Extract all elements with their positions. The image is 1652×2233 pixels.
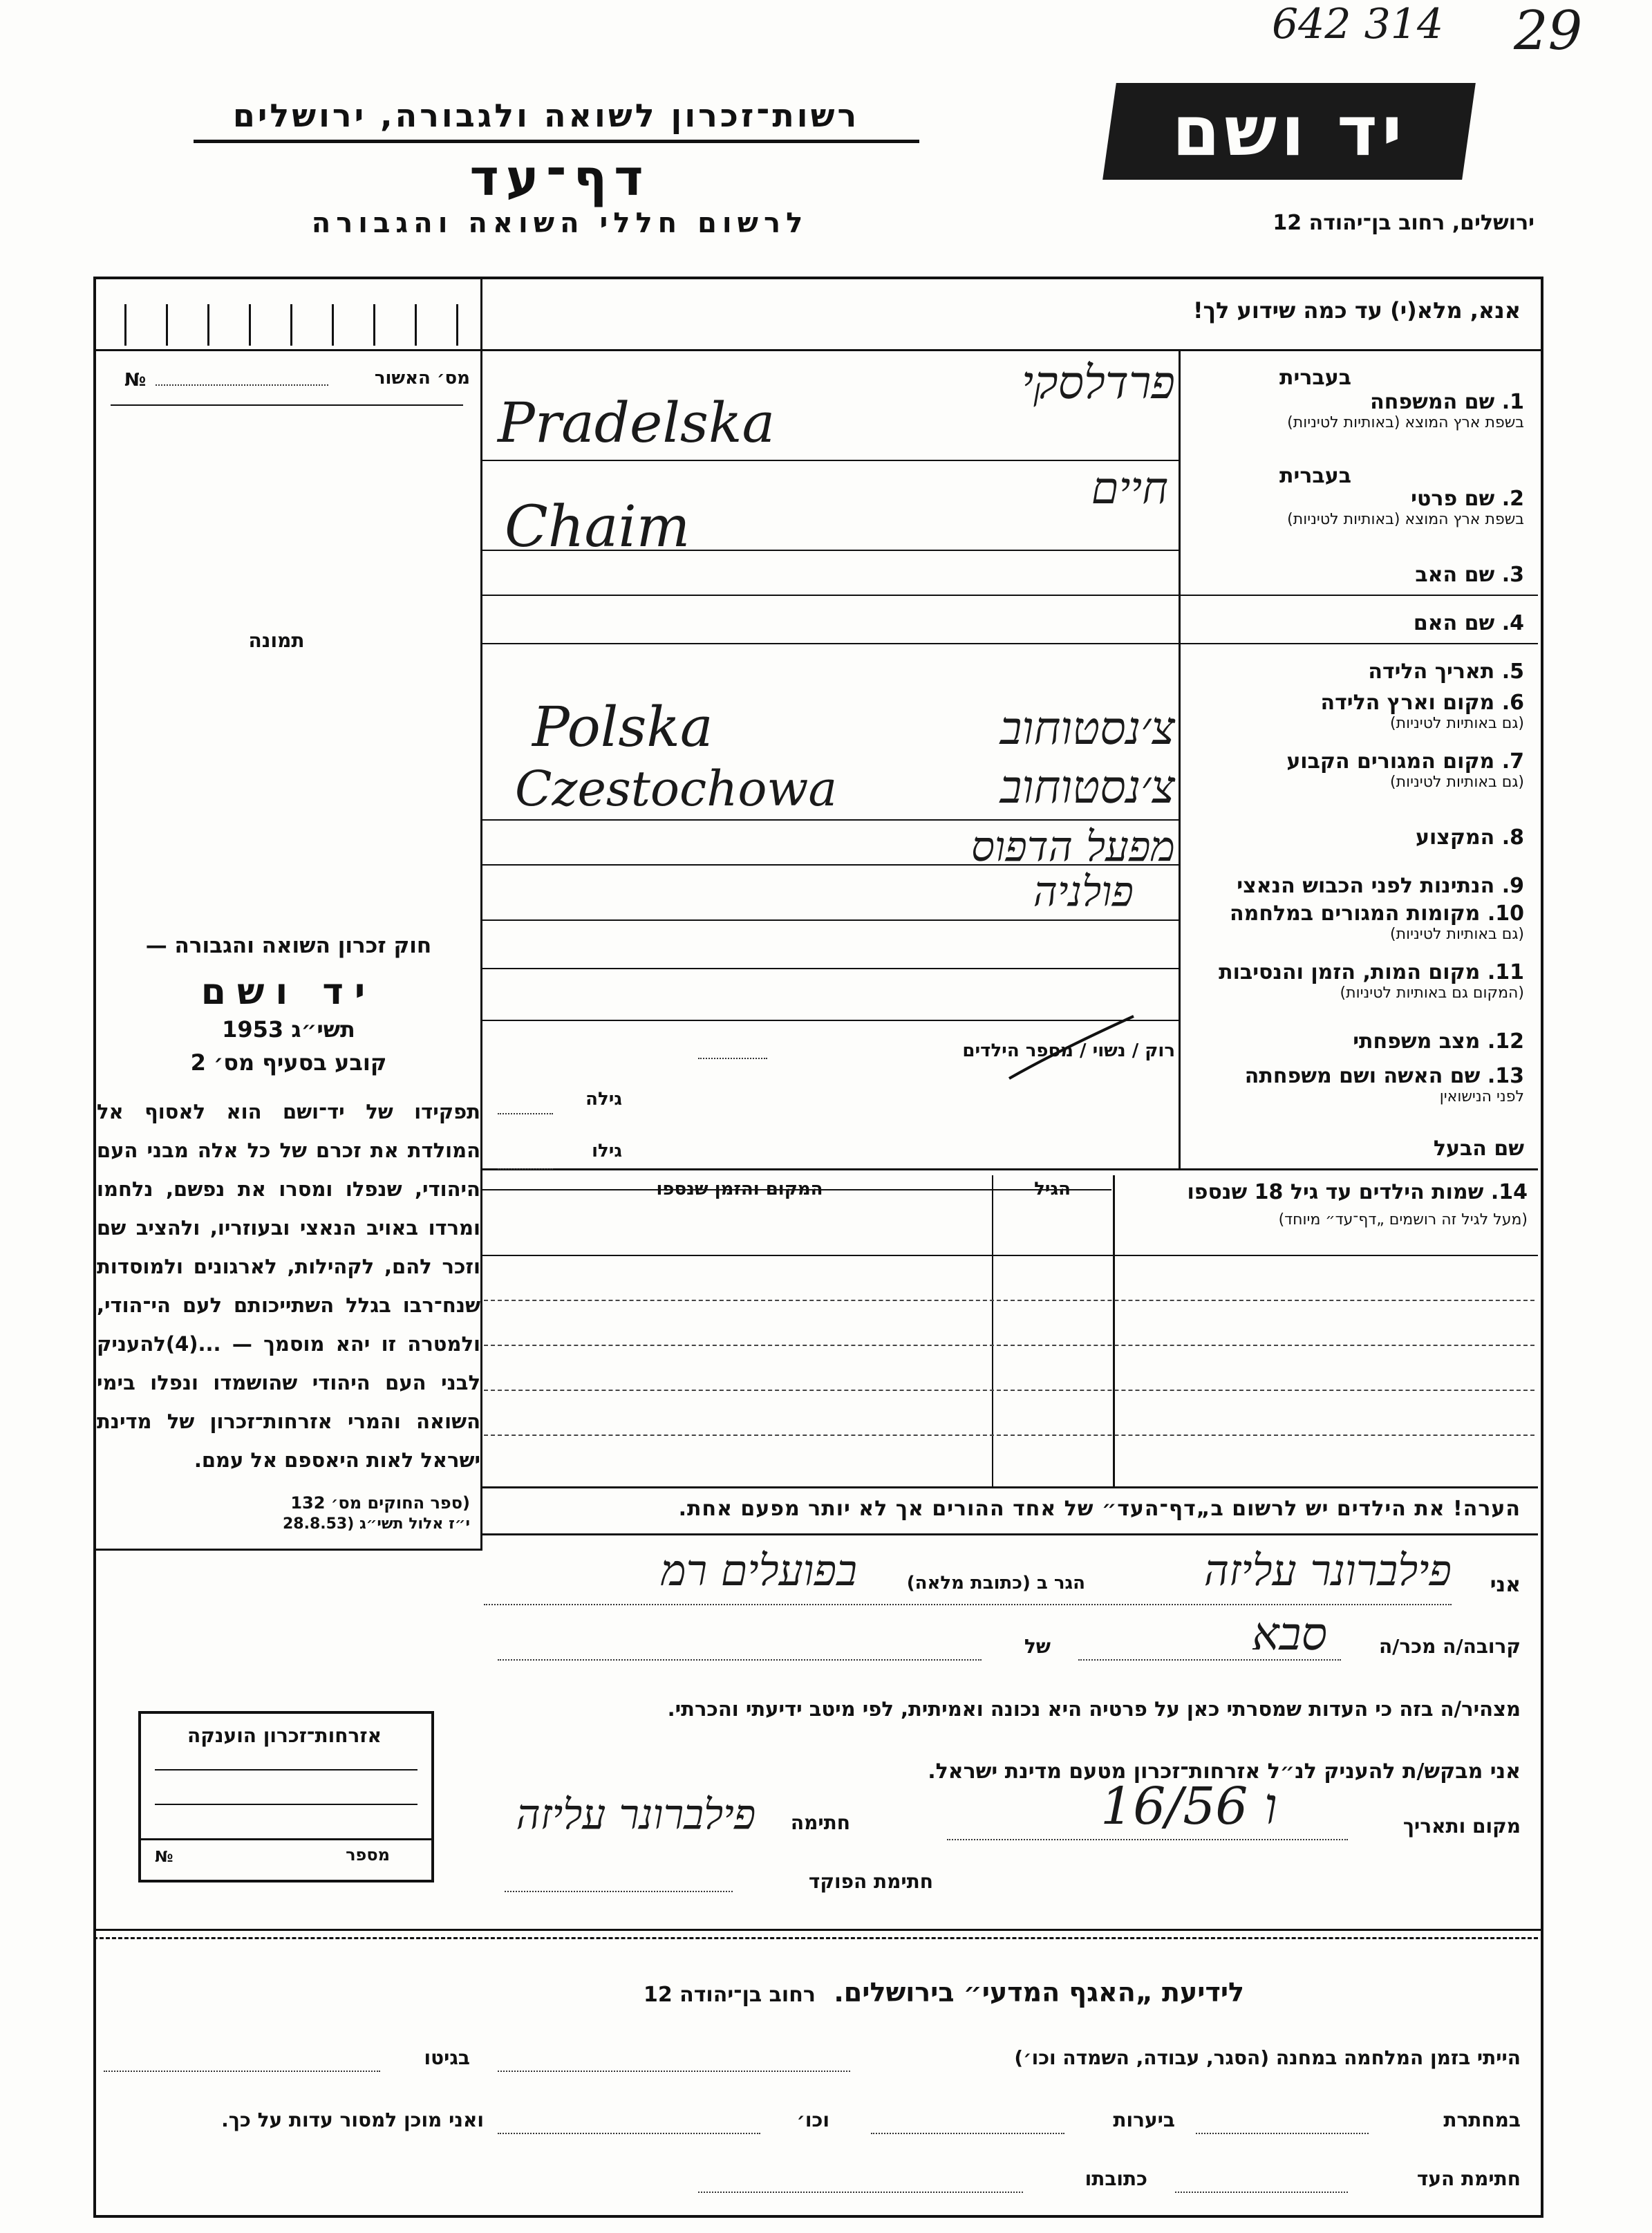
birth-country-latin: Polska	[532, 695, 713, 759]
field-5-label	[1185, 660, 1524, 684]
field-12-label	[1185, 1030, 1524, 1054]
field-10-sub: (גם באותיות לטיניות)	[1390, 926, 1524, 943]
row-line	[482, 1168, 1538, 1170]
field-1-hebrew-tag: בעברית	[1279, 366, 1351, 390]
approval-number-line	[156, 384, 328, 386]
footer-witness-sig-line	[1175, 2192, 1348, 2193]
field-13-text: שם האשה ושם משפחתה	[1244, 1064, 1481, 1088]
first-name-hebrew: חיים	[1091, 463, 1168, 514]
tick-mark	[166, 304, 168, 346]
strike-mark	[1002, 1009, 1141, 1085]
field-4-num: 4.	[1501, 611, 1524, 635]
field-7-label	[1185, 750, 1524, 792]
institution-name: רשות־זכרון לשואה ולגבורה, ירושלים	[232, 97, 860, 134]
sidebar-right-border	[480, 277, 482, 1493]
logo-text: יד ושם	[1172, 91, 1407, 171]
row-line	[482, 595, 1179, 596]
footer-camp-text: הייתי בזמן המלחמה במחנה (הסגר, עבודה, השמדה וכו׳)	[1014, 2046, 1521, 2069]
law-name: יד ושם	[200, 971, 377, 1013]
tick-mark	[207, 304, 209, 346]
relation-line	[1078, 1659, 1341, 1661]
relation-value: סבא	[1252, 1607, 1327, 1661]
field-3-num: 3.	[1501, 563, 1524, 587]
field-5-num: 5.	[1501, 660, 1524, 684]
stamp-line	[155, 1769, 417, 1770]
declarant-name: פילברונר עליזה	[1203, 1545, 1452, 1596]
field-2-sub: בשפת ארץ המוצא (באותיות לטיניות)	[1287, 511, 1524, 528]
husband-name-label: שם הבעל	[1433, 1137, 1524, 1161]
field-11-num: 11.	[1487, 960, 1524, 984]
law-date: י״ז אלול תשי״ג (28.8.53	[282, 1515, 470, 1533]
field-9-num: 9.	[1501, 874, 1524, 898]
row-line	[482, 919, 1179, 921]
field-11-label	[1185, 961, 1524, 1002]
field-1-label	[1185, 391, 1524, 432]
tick-mark	[124, 304, 126, 346]
declarant-signature: פילברונר עליזה	[516, 1791, 756, 1839]
top-row-divider	[93, 349, 1541, 351]
law-clause: קובע בסעיף מס׳ 2	[190, 1049, 387, 1076]
field-2-num: 2.	[1501, 487, 1524, 511]
field-10-label	[1185, 902, 1524, 944]
husband-age-line	[498, 1168, 553, 1170]
children-bottom-line	[482, 1486, 1538, 1488]
approval-number-sign: №	[124, 370, 147, 391]
footer-ready-text: ואני מוכן למסור עדות על כך.	[221, 2109, 484, 2131]
children-sub: (מעל לגיל זה רושמים „דף־עד״ מיוחד)	[1278, 1211, 1528, 1228]
children-text: שמות הילדים עד גיל 18 שנספו	[1187, 1180, 1484, 1204]
children-num: 14.	[1490, 1180, 1528, 1204]
law-year: תשי״ג 1953	[222, 1016, 355, 1043]
field-3-text: שם האב	[1415, 563, 1495, 587]
children-note: הערה! את הילדים יש לרשום ב„דף־העד״ של אחד ההורים אך לא יותר מפעם אחת.	[678, 1497, 1521, 1521]
of-label: של	[1024, 1635, 1051, 1658]
tick-mark	[373, 304, 375, 346]
tick-mark	[290, 304, 292, 346]
field-2-hebrew-tag: בעברית	[1279, 464, 1351, 488]
footer-forests-line	[871, 2133, 1064, 2134]
field-12-text: מצב משפחתי	[1353, 1029, 1481, 1054]
field-6-num: 6.	[1501, 691, 1524, 715]
of-line	[498, 1659, 982, 1661]
wife-age-label: גילה	[585, 1089, 622, 1110]
row-line	[482, 643, 1179, 644]
row-line	[482, 819, 1179, 821]
declaration-i-label: אני	[1490, 1573, 1521, 1597]
place-date-label: מקום ותאריך	[1402, 1815, 1521, 1838]
children-dotted-row	[484, 1390, 1534, 1391]
tick-mark	[332, 304, 334, 346]
field-8-text: המקצוע	[1415, 825, 1495, 850]
resides-label: הגר ב (כתובת מלאה)	[906, 1573, 1085, 1594]
first-name-latin: Chaim	[505, 494, 691, 560]
field-10-num: 10.	[1487, 901, 1524, 926]
field-7-num: 7.	[1501, 749, 1524, 774]
stamp-line	[155, 1804, 417, 1805]
children-row-line	[482, 1255, 1538, 1256]
address: ירושלים, רחוב בן־יהודה 12	[1273, 211, 1534, 235]
footer-address: רחוב בן־יהודה 12	[643, 1983, 816, 2007]
footer-title	[484, 1977, 1244, 2008]
family-name-latin: Pradelska	[498, 391, 776, 455]
marital-status-options: רוק / נשוי / מספר הילדים	[962, 1040, 1175, 1061]
stamp-title: אזרחות־זכרון הוענקה	[187, 1724, 382, 1747]
address-line	[484, 1604, 1452, 1605]
stamp-number-sign: №	[155, 1849, 173, 1866]
residence-hebrew: צ׳נסטוחוב	[999, 760, 1175, 814]
signature-label: חתימה	[790, 1811, 850, 1834]
inspector-signature-label: חתימת הפוקד	[808, 1870, 933, 1893]
footer-divider	[93, 1929, 1541, 1931]
law-reference: (ספר החוקים מס׳ 132	[290, 1493, 470, 1513]
footer-address-label: כתובתו	[1085, 2167, 1147, 2190]
field-8-num: 8.	[1501, 825, 1524, 850]
label-row-line	[1179, 643, 1538, 644]
wife-age-line	[498, 1113, 553, 1114]
children-col-line	[1113, 1175, 1115, 1486]
children-dotted-row	[484, 1435, 1534, 1436]
sidebar-lower-border	[480, 1486, 482, 1549]
citizenship-request: אני מבקש/ת להעניק לנ״ל אזרחות־זכרון מטעם מדינת ישראל.	[928, 1759, 1521, 1784]
note-bottom-line	[482, 1533, 1538, 1535]
footer-etc-label: וכו׳	[796, 2109, 829, 2131]
birth-place-hebrew: צ׳נסטוחוב	[999, 702, 1175, 755]
declarant-address: בפועלים רמ	[660, 1545, 857, 1596]
children-dotted-row	[484, 1300, 1534, 1301]
form-subtitle: לרשום חללי השואה והגבורה	[311, 207, 809, 239]
field-13-label	[1185, 1065, 1524, 1106]
relation-label: קרובה/ה מכר/ה	[1378, 1635, 1521, 1658]
field-1-sub: בשפת ארץ המוצא (באותיות לטיניות)	[1287, 414, 1524, 431]
footer-underground-line	[1196, 2133, 1369, 2134]
children-age-header: הגיל	[1034, 1179, 1071, 1199]
occupation-hebrew: מפעל הדפוס	[970, 823, 1175, 871]
tick-mark	[456, 304, 458, 346]
field-5-text: תאריך הלידה	[1368, 660, 1495, 684]
place-date-line	[947, 1839, 1348, 1840]
nationality-hebrew: פולניה	[1033, 868, 1134, 916]
field-9-text: הנתינות לפני הכבוש הנאצי	[1237, 874, 1495, 898]
field-12-num: 12.	[1487, 1029, 1524, 1054]
field-13-num: 13.	[1487, 1064, 1524, 1088]
inspector-signature-line	[505, 1891, 733, 1892]
sidebar-bottom-line	[93, 1549, 482, 1551]
field-6-label	[1185, 691, 1524, 733]
field-4-label	[1185, 612, 1524, 635]
institution-underline	[194, 140, 919, 143]
field-6-sub: (גם באותיות לטיניות)	[1390, 715, 1524, 732]
field-1-num: 1.	[1501, 390, 1524, 414]
declaration-statement: מצהיר/ה בזה כי העדות שמסרתי כאן על פרטיה היא נכונה ואמיתית, לפי מיטב ידיעתי והכרתי.	[667, 1697, 1521, 1721]
residence-latin: Czestochowa	[515, 760, 838, 817]
field-4-text: שם האם	[1413, 611, 1495, 635]
footer-ghetto-label: בגיטו	[424, 2046, 470, 2069]
field-2-text: שם פרטי	[1411, 487, 1495, 511]
footer-underground-label: במחתרת	[1443, 2109, 1521, 2131]
field-11-text: מקום המות, הזמן והנסיבות	[1219, 960, 1481, 984]
footer-dashed-divider	[93, 1937, 1538, 1939]
footer-title-text: לידיעת „האגף המדעי״ בירושלים.	[834, 1977, 1244, 2008]
label-col-border	[1179, 349, 1181, 1168]
children-dotted-row	[484, 1345, 1534, 1346]
archive-number: 642 314	[1272, 0, 1444, 48]
stamp-number-label: מספר	[346, 1845, 390, 1865]
footer-etc-line	[498, 2133, 760, 2134]
law-text: תפקידו של יד־ושם הוא לאסוף אל המולדת את זכרם של כל אלה מבני העם היהודי, שנפלו ומסרו את נפשם, נלחמו ומרדו באויב הנאצי ובעוזריו, ולהציב שם וזכר להם, לקהילות, לארגונים ולמוסדות שנח־רבו בגלל השתייכותם לעם הי־הודי, ולמטרה זו יהא מוסמך — ...(4)להעניק לבני העם היהודי שהושמדו ונפלו בימי השואה והמרי אזרחות־זכרון של מדינת ישראל לאות היאספם אל עמם.	[97, 1100, 480, 1472]
approval-number-label: מס׳ האשור	[374, 368, 470, 389]
field-9-label	[1185, 875, 1524, 898]
field-10-text: מקומות המגורים במלחמה	[1230, 901, 1481, 926]
place-date-value: 16/ו 56	[1100, 1777, 1277, 1836]
page-number: 29	[1514, 0, 1583, 62]
children-place-time-header: המקום והזמן שנספו	[656, 1179, 823, 1199]
field-7-text: מקום המגורים הקבוע	[1286, 749, 1495, 774]
field-8-label	[1185, 826, 1524, 850]
husband-age-label: גילו	[592, 1141, 622, 1161]
law-title: חוק זכרון השואה והגבורה —	[145, 933, 432, 958]
tick-mark	[249, 304, 251, 346]
row-line	[482, 968, 1179, 969]
family-name-hebrew: פרדלסקי	[1021, 356, 1175, 409]
field-2-label	[1185, 487, 1524, 529]
label-row-line	[1179, 595, 1538, 596]
photo-label: תמונה	[248, 629, 305, 652]
field-1-text: שם המשפחה	[1370, 390, 1495, 414]
field-3-label	[1185, 563, 1524, 587]
footer-ghetto-line	[104, 2071, 380, 2072]
row-line	[482, 460, 1179, 461]
form-title: דף־עד	[469, 149, 650, 207]
instructions: אנא, מלא(י) עד כמה שידוע לך!	[1192, 297, 1521, 324]
field-7-sub: (גם באותיות לטיניות)	[1390, 774, 1524, 791]
approval-underline	[111, 404, 463, 406]
children-section-label	[1120, 1181, 1528, 1229]
citizenship-stamp-box	[138, 1711, 434, 1882]
yad-vashem-logo	[1102, 83, 1476, 180]
tick-mark	[415, 304, 417, 346]
children-col-line	[992, 1175, 993, 1486]
stamp-line	[141, 1838, 431, 1840]
field-13-sub: לפני הנישואין	[1439, 1088, 1524, 1105]
children-count-line	[698, 1058, 767, 1059]
field-6-text: מקום וארץ הלידה	[1320, 691, 1495, 715]
field-11-sub: (המקום גם באותיות לטיניות)	[1340, 984, 1524, 1002]
footer-forests-label: ביערות	[1113, 2109, 1175, 2131]
footer-witness-sig-label: חתימת העד	[1416, 2167, 1521, 2190]
footer-camp-line	[498, 2071, 850, 2072]
footer-address-line	[698, 2192, 1023, 2193]
